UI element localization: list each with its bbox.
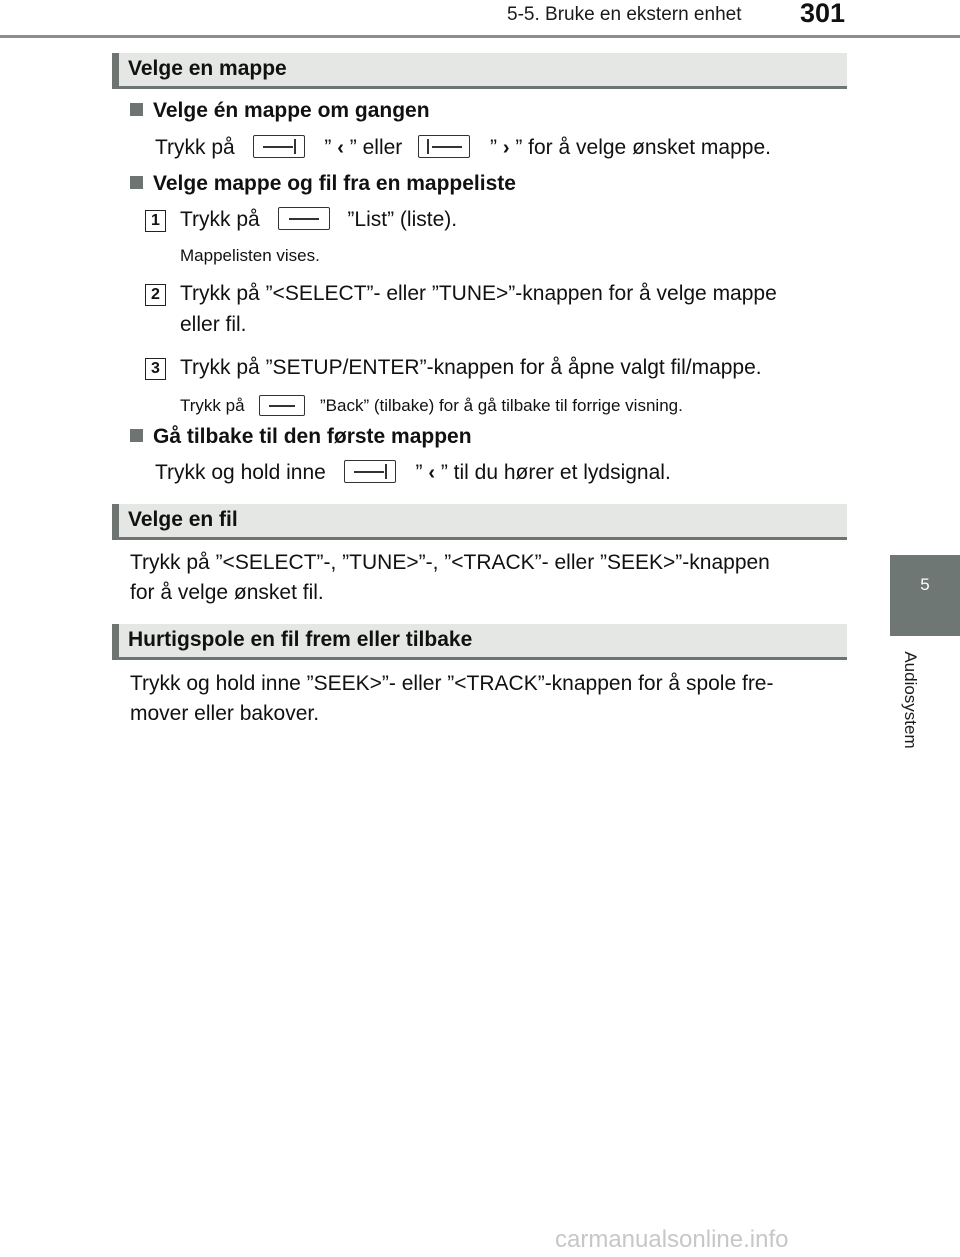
paragraph-first-folder: Trykk og hold inne ” ‹ ” til du hører et lydsignal. (155, 458, 671, 488)
chapter-number: 5 (920, 575, 930, 594)
fast-line-2: mover eller bakover. (130, 702, 320, 725)
section-header-fast-forward (112, 624, 847, 660)
section-header-folder (112, 53, 847, 89)
section-title: Velge en mappe (128, 57, 287, 80)
step-1-badge: 1 (145, 210, 166, 232)
fast-line-1: Trykk og hold inne ”SEEK>”- eller ”<TRACK”-knappen for å spole fre- (130, 672, 774, 695)
section-accent (112, 504, 119, 537)
chapter-tab (890, 555, 960, 636)
section-title: Velge en fil (128, 508, 238, 531)
chapter-label: Audiosystem (901, 651, 920, 749)
back-button-icon (259, 395, 305, 416)
step-2-line-2: eller fil. (180, 313, 247, 336)
step-3-text: Trykk på ”SETUP/ENTER”-knappen for å åpne valgt fil/mappe. (180, 356, 762, 379)
page-number: 301 (800, 0, 846, 28)
subheading-one-folder: Velge én mappe om gangen (130, 99, 430, 123)
chevron-right-icon: › (502, 137, 510, 159)
file-line-1: Trykk på ”<SELECT”-, ”TUNE>”-, ”<TRACK”- eller ”SEEK>”-knappen (130, 551, 770, 574)
step-3-note: Trykk på ”Back” (tilbake) for å gå tilbake til forrige visning. (180, 396, 683, 415)
watermark: carmanualsonline.info (555, 1226, 789, 1253)
prev-button-icon (253, 135, 305, 158)
section-title: Hurtigspole en fil frem eller tilbake (128, 628, 473, 651)
chevron-left-icon: ‹ (428, 462, 436, 484)
section-accent (112, 624, 119, 657)
square-bullet-icon (130, 176, 143, 189)
step-1-note: Mappelisten vises. (180, 246, 320, 265)
step-3-badge: 3 (145, 358, 166, 380)
step-1-text: Trykk på ”List” (liste). (180, 208, 458, 231)
list-button-icon (278, 207, 330, 230)
step-2-badge: 2 (145, 284, 166, 306)
prev-button-icon (344, 460, 396, 483)
next-button-icon (418, 135, 470, 158)
chevron-left-icon: ‹ (337, 137, 344, 159)
file-line-2: for å velge ønsket fil. (130, 581, 324, 604)
square-bullet-icon (130, 429, 143, 442)
square-bullet-icon (130, 103, 143, 116)
step-2-line-1: Trykk på ”<SELECT”- eller ”TUNE>”-knappen for å velge mappe (180, 282, 777, 305)
subheading-folder-list: Velge mappe og fil fra en mappeliste (130, 172, 516, 196)
header-rule (0, 35, 960, 38)
section-accent (112, 53, 119, 86)
header-section-title: 5-5. Bruke en ekstern enhet (507, 4, 742, 25)
subheading-first-folder: Gå tilbake til den første mappen (130, 425, 472, 449)
section-header-file (112, 504, 847, 540)
paragraph-one-folder: Trykk på ” ‹ ” eller ” › ” for å velge ønsket mappe. (155, 133, 771, 163)
